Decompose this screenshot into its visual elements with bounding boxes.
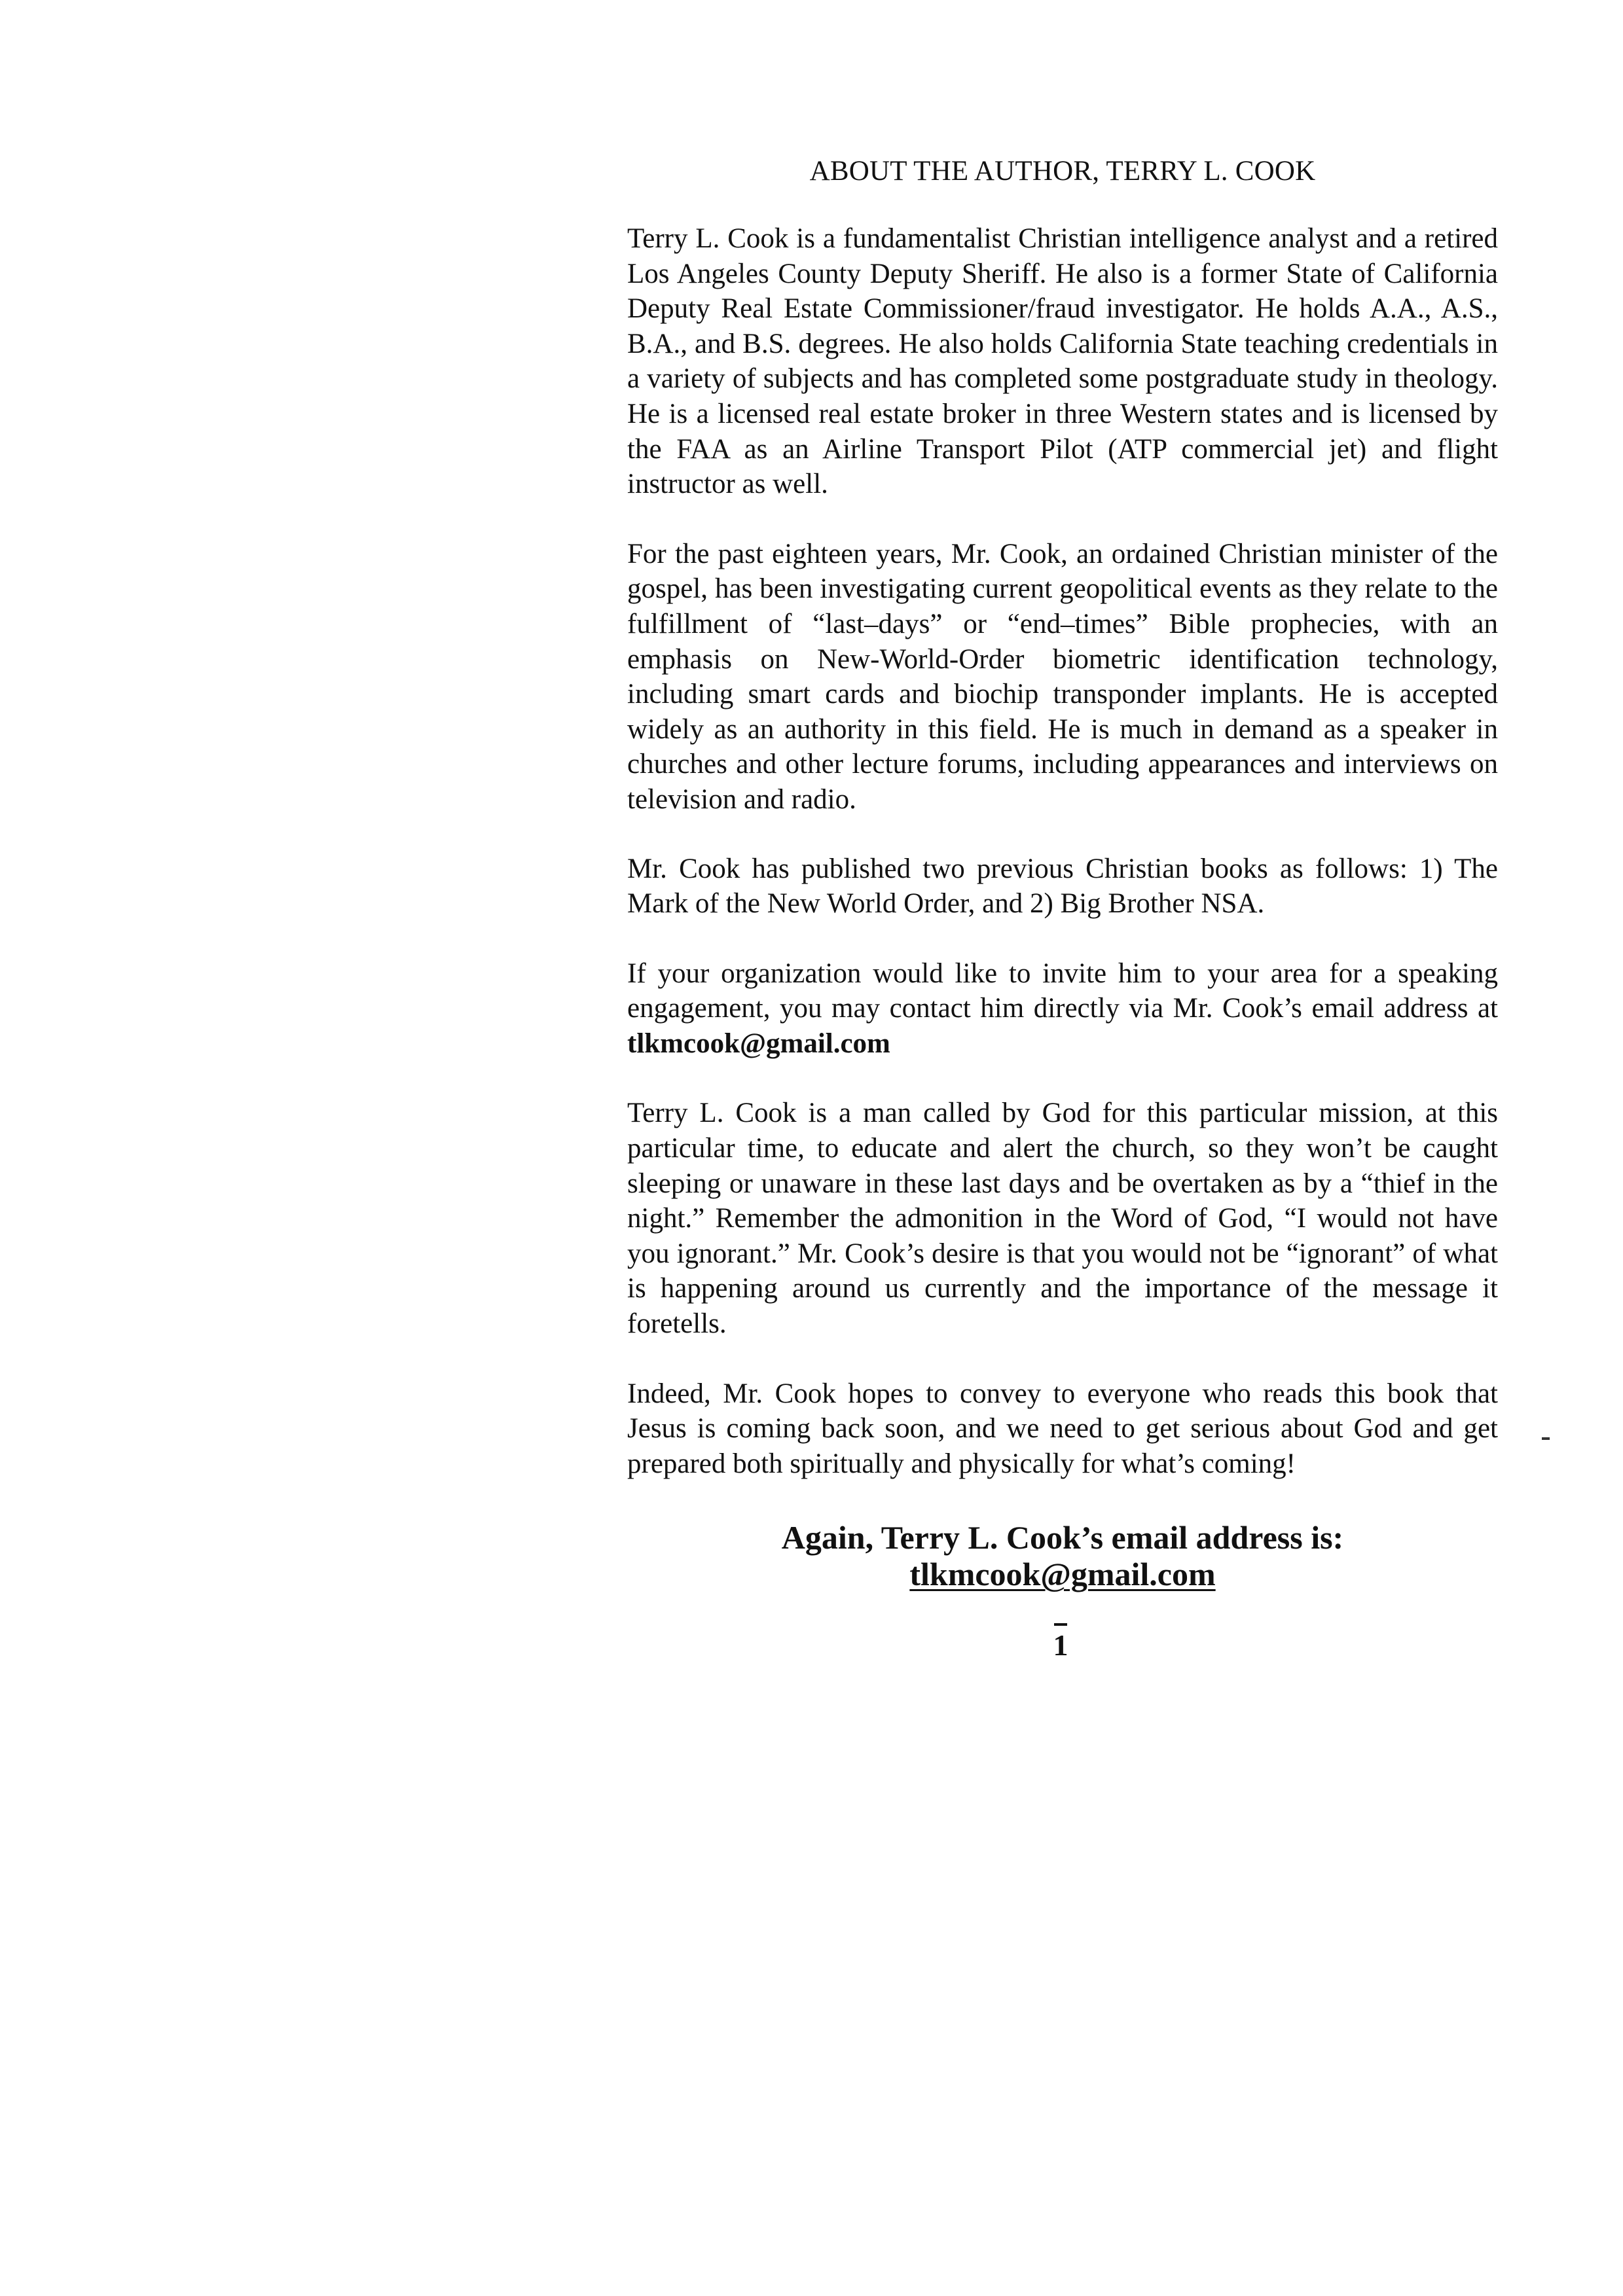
stray-scan-mark [1542,1437,1550,1440]
page-title: ABOUT THE AUTHOR, TERRY L. COOK [809,156,1316,187]
paragraph-books: Mr. Cook has published two previous Christian books as follows: 1) The Mark of the New World Order, and 2) Big Brother NSA. [627,853,1498,920]
page-number-overline [1054,1623,1067,1626]
paragraph-research: For the past eighteen years, Mr. Cook, an ordained Christian minister of the gospel, has been investigating current geopolitical events as they relate to the fulfillment of “last–days” or “end–times” Bible prophecies, with an emphasis on New-World-Order biometric identification technology, including smart cards and biochip transponder implants. He is accepted widely as an authority in this field. He is much in demand as a speaker in churches and other lecture forums, including appearances and interviews on television and radio. [627,538,1498,815]
paragraph-bio: Terry L. Cook is a fundamentalist Christian intelligence analyst and a retired Los Angeles County Deputy Sheriff. He also is a former State of California Deputy Real Estate Commissioner/fraud investigator. He holds A.A., A.S., B.A., and B.S. degrees. He also holds California State teaching credentials in a variety of subjects and has completed some postgraduate study in theology. He is a licensed real estate broker in three Western states and is licensed by the FAA as an Airline Transport Pilot (ATP commercial jet) and flight instructor as well. [627,223,1498,500]
paragraph-conclusion: Indeed, Mr. Cook hopes to convey to everyone who reads this book that Jesus is coming back soon, and we need to get serious about God and get prepared both spiritually and physically for what’s coming! [627,1378,1498,1479]
paragraph-contact [627,956,1498,1062]
page-number [1041,1623,1080,1664]
page-number-value: 1 [1053,1628,1068,1662]
contact-text: If your organization would like to invite him to your area for a speaking engagement, you may contact him directly via Mr. Cook’s email address at [627,958,1498,1024]
closing-line: Again, Terry L. Cook’s email address is: [781,1519,1344,1556]
contact-email-link[interactable]: tlkmcook@gmail.com [627,1028,890,1059]
body-text [627,221,1498,1516]
paragraph-mission: Terry L. Cook is a man called by God for this particular mission, at this particular time, to educate and alert the church, so they won’t be caught sleeping or unaware in these last days and be overtaken as by a “thief in the night.” Remember the admonition in the Word of God, “I would not have you ignorant.” Mr. Cook’s desire is that you would not be “ignorant” of what is happening around us currently and the importance of the message it foretells. [627,1098,1498,1340]
closing-block [627,1519,1498,1592]
closing-email-link[interactable]: tlkmcook@gmail.com [909,1556,1216,1592]
